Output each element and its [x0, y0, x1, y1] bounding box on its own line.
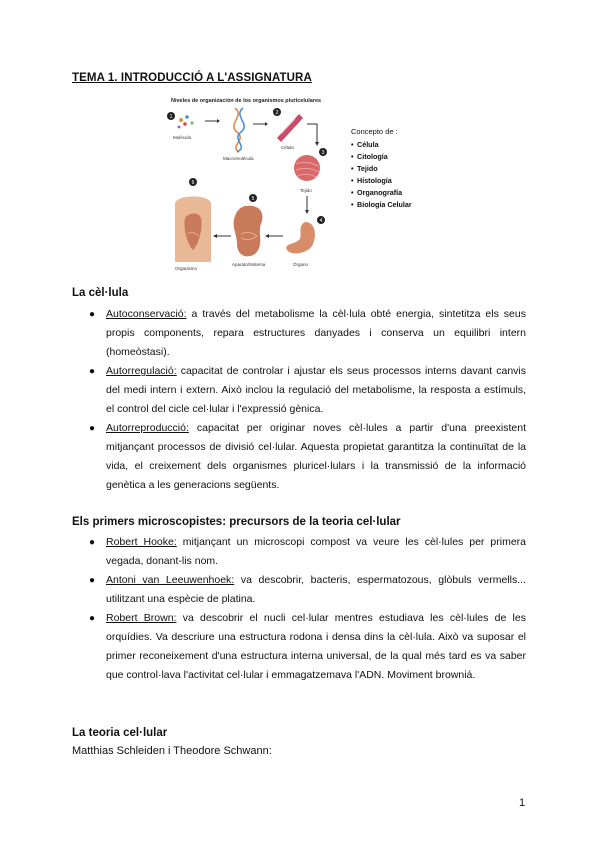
section-heading-microscopists: Els primers microscopistes: precursors de la teoria cel·lular [72, 516, 401, 528]
bullet-icon: ● [89, 309, 96, 320]
microscopists-list [72, 533, 526, 685]
level-label-cell: Célula [281, 145, 294, 150]
section-heading-cell: La cèl·lula [72, 287, 129, 299]
term: Robert Hooke: [106, 536, 177, 548]
concept-item: Histología [357, 176, 392, 185]
stomach-icon [286, 222, 315, 253]
concept-item: Biología Celular [357, 200, 412, 209]
theory-authors: Matthias Schleiden i Theodore Schwann: [72, 745, 272, 757]
list-item [72, 419, 526, 495]
concept-item: Tejido [357, 164, 378, 173]
organization-levels-figure [165, 94, 435, 274]
level-label-macromolecule: Macromolécula [223, 156, 254, 161]
tissue-icon [294, 155, 320, 181]
term: Autorregulació: [106, 365, 177, 377]
concept-bullet: • [351, 200, 354, 209]
term: Autorreproducció: [106, 422, 189, 434]
concept-bullet: • [351, 188, 354, 197]
step-number: 4 [319, 218, 323, 224]
cell-icon [277, 114, 303, 142]
level-label-organ: Órgano [293, 262, 309, 267]
definition: va descobrir, bacteris, espermatozous, glòbuls vermells... utilitzant una espècie de platina. [106, 574, 526, 605]
bullet-icon: ● [89, 366, 96, 377]
definition: a través del metabolisme la cèl·lula obté energia, sintetitza els seus propis components, repara estructures danyades i conserva un equilibri intern (homeòstasi). [106, 308, 526, 358]
organism-icon [175, 197, 211, 263]
definition: va descobrir el nucli cel·lular mentres estudiava les cèl·lules de les orquídies. Va descriure una estructura rodona i densa dins la cèl·lula. Això va suposar el primer reconeixement d'una estructura interna universal, de la qual més tard es va saber que control·lava l'activitat cel·lular i emmagatzemava l'ADN. Moviment browniá. [106, 612, 526, 681]
step-number: 5 [251, 196, 255, 202]
definition: mitjançant un microscopi compost va veure les cèl·lules per primera vegada, donant-lis nom. [106, 536, 527, 567]
list-item [72, 305, 526, 362]
concept-bullet: • [351, 164, 354, 173]
bullet-icon: ● [89, 613, 96, 624]
page-title: TEMA 1. INTRODUCCIÓ A L'ASSIGNATURA [72, 72, 312, 84]
list-item [72, 533, 526, 571]
step-number: 1 [169, 114, 173, 120]
concept-item: Organografía [357, 188, 403, 197]
term: Antoni van Leeuwenhoek: [106, 574, 235, 586]
level-label-molecule: Molécula [173, 135, 192, 140]
molecule-icon [178, 115, 194, 128]
bullet-icon: ● [89, 423, 96, 434]
definition: capacitat de controlar i ajustar els seus processos interns davant canvis del medi intern i extern. Això inclou la regulació del metabolisme, la resposta a estímuls, el control del cicle cel·lular i l'expressió gènica. [106, 365, 526, 415]
level-label-system: Aparato/Sistema [232, 262, 266, 267]
list-item [72, 362, 526, 419]
list-item [72, 609, 526, 685]
page-number: 1 [519, 797, 526, 809]
term: Robert Brown: [106, 612, 177, 624]
level-label-organism: Organismo [175, 266, 198, 271]
definition: capacitat per originar noves cèl·lules a partir d'una preexistent mitjançant processos de divisió cel·lular. Aquesta propietat garantitza la continuïtat de la vida, el creixement dels organismes pluricel·lulars i la transmissió de la informació genètica a les generacions següents. [106, 422, 526, 491]
step-number: 6 [191, 180, 195, 186]
section-heading-theory: La teoria cel·lular [72, 727, 168, 739]
figure-heading: Niveles de organización de los organismos pluricelulares [171, 98, 322, 104]
concept-bullet: • [351, 152, 354, 161]
concept-bullet: • [351, 140, 354, 149]
digestive-system-icon [234, 206, 263, 257]
concept-bullet: • [351, 176, 354, 185]
term: Autoconservació: [106, 308, 187, 320]
step-number: 2 [275, 110, 279, 116]
list-item [72, 571, 526, 609]
concept-item: Célula [357, 140, 379, 149]
dna-icon [234, 108, 244, 152]
step-number: 3 [321, 150, 325, 156]
cell-properties-list [72, 305, 526, 495]
level-label-tissue: Tejido [300, 188, 312, 193]
bullet-icon: ● [89, 575, 96, 586]
arrow-icon [307, 124, 317, 142]
bullet-icon: ● [89, 537, 96, 548]
concept-title: Concepto de : [351, 127, 398, 136]
concept-item: Citología [357, 152, 388, 161]
